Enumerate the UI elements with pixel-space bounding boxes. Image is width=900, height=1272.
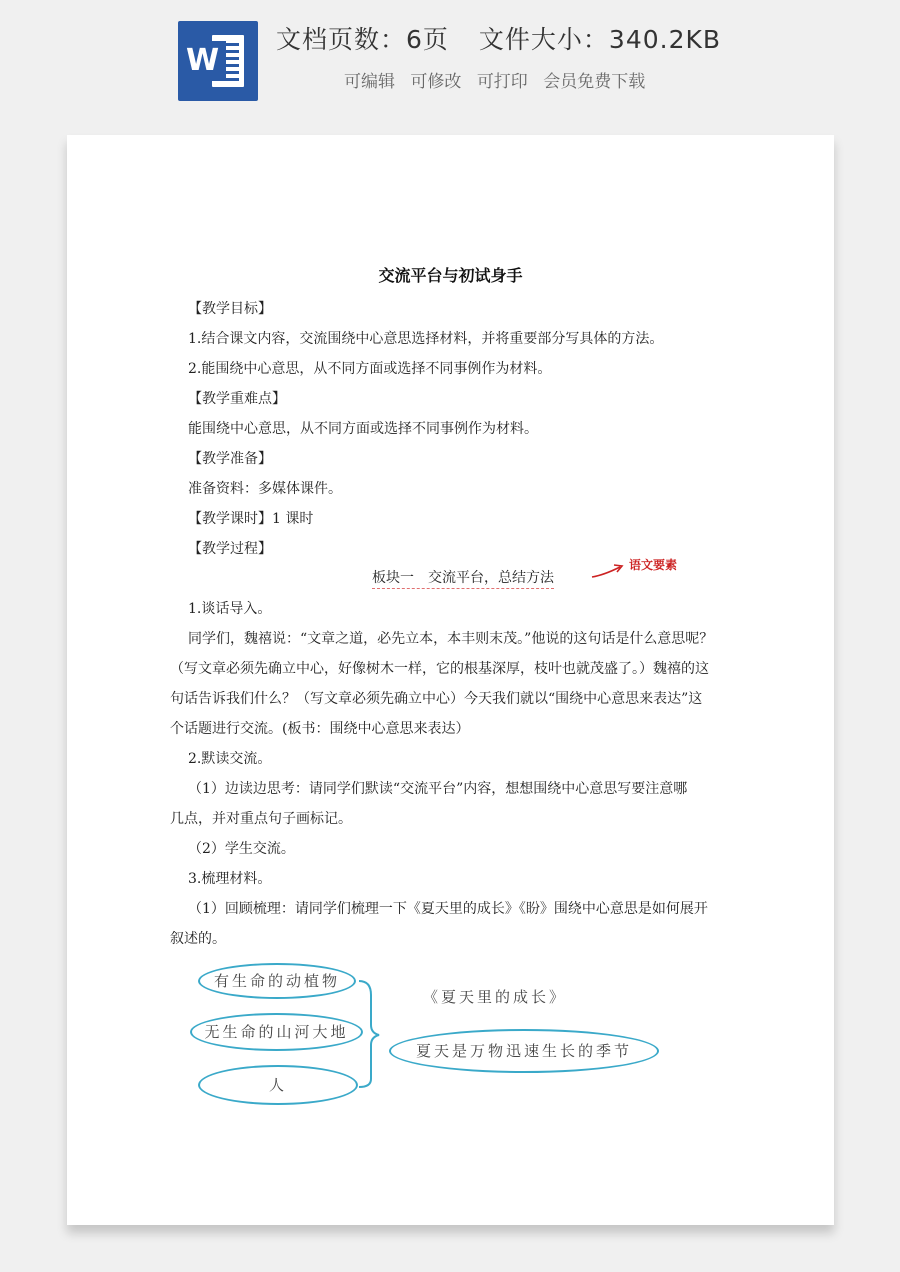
- body-line-8: 几点，并对重点句子画标记。: [170, 811, 352, 827]
- word-document-icon: [178, 21, 258, 101]
- body-line-12: 叙述的。: [170, 931, 226, 947]
- bubble-non-living-things: 无生命的山河大地: [190, 1013, 363, 1051]
- red-annotation: 语文要素: [629, 558, 678, 572]
- arrow-icon: [590, 559, 630, 581]
- document-page: [67, 135, 834, 1225]
- heading-process: 【教学过程】: [188, 541, 272, 557]
- body-line-7: （1）边读边思考：请同学们默读“交流平台”内容，想想围绕中心意思写要注意哪: [188, 781, 688, 797]
- page-count: 文档页数：6页: [276, 25, 449, 54]
- heading-preparation: 【教学准备】: [188, 451, 272, 467]
- body-line-1: 1.谈话导入。: [188, 601, 272, 617]
- document-title: 交流平台与初试身手: [378, 266, 523, 285]
- word-letter: W: [186, 41, 226, 81]
- body-line-4: 句话告诉我们什么？（写文章必须先确立中心）今天我们就以“围绕中心意思来表达”这: [170, 691, 703, 707]
- feature-printable: 可打印: [476, 72, 528, 92]
- file-size: 文件大小：340.2KB: [478, 25, 722, 54]
- body-line-3: （写文章必须先确立中心，好像树木一样，它的根基深厚，枝叶也就茂盛了。）魏禧的这: [170, 661, 709, 677]
- body-line-2: 同学们，魏禧说：“文章之道，必先立本，本丰则末茂。”他说的这句话是什么意思呢？: [188, 631, 714, 647]
- heading-key-points: 【教学重难点】: [188, 391, 286, 407]
- block-one-title: 板块一 交流平台，总结方法: [372, 567, 554, 589]
- document-info-banner: [0, 0, 900, 120]
- bubble-people: 人: [198, 1065, 358, 1105]
- body-line-10: 3.梳理材料。: [188, 871, 272, 887]
- heading-objectives: 【教学目标】: [188, 301, 272, 317]
- bracket-icon: [357, 975, 387, 1095]
- feature-modifiable: 可修改: [410, 72, 462, 92]
- key-points-text: 能围绕中心意思，从不同方面或选择不同事例作为材料。: [188, 421, 538, 437]
- preparation-text: 准备资料：多媒体课件。: [188, 481, 342, 497]
- diagram-title: 《夏天里的成长》: [423, 988, 568, 1006]
- feature-editable: 可编辑: [344, 72, 395, 92]
- objective-2: 2.能围绕中心意思，从不同方面或选择不同事例作为材料。: [188, 361, 552, 377]
- bubble-living-things: 有生命的动植物: [198, 963, 356, 999]
- body-line-9: （2）学生交流。: [188, 841, 295, 857]
- body-line-5: 个话题进行交流。(板书：围绕中心意思来表达）: [170, 721, 470, 737]
- document-stats: [276, 20, 876, 56]
- body-line-6: 2.默读交流。: [188, 751, 272, 767]
- objective-1: 1.结合课文内容，交流围绕中心意思选择材料，并将重要部分写具体的方法。: [188, 331, 664, 347]
- heading-class-hours: 【教学课时】1 课时: [188, 511, 314, 527]
- feature-list: [344, 67, 655, 92]
- bubble-center-idea: 夏天是万物迅速生长的季节: [389, 1029, 659, 1073]
- feature-member-download: 会员免费下载: [543, 72, 646, 92]
- body-line-11: （1）回顾梳理：请同学们梳理一下《夏天里的成长》《盼》围绕中心意思是如何展开: [188, 901, 708, 917]
